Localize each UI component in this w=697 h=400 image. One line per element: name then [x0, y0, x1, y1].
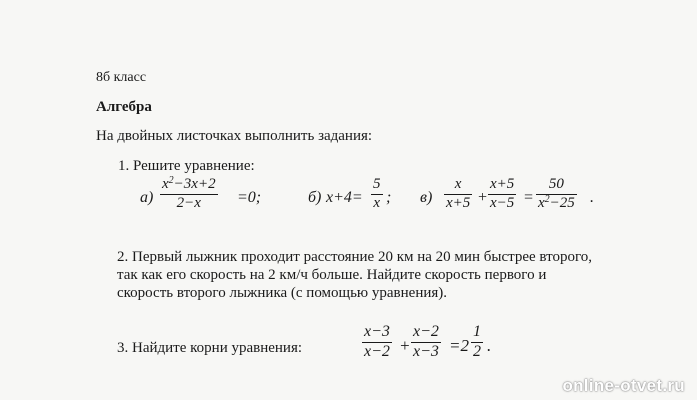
- task1c-f2-num: x+5: [490, 176, 515, 192]
- task1c-end: .: [590, 189, 594, 206]
- task1c-f1-num: x: [454, 176, 462, 192]
- task3-mixed-fraction: [471, 324, 483, 361]
- subject-heading: Алгебра: [96, 99, 152, 115]
- task3-plus: +: [399, 336, 411, 355]
- task1c-equals: =: [523, 189, 534, 206]
- task1a-denominator: 2−x: [176, 194, 201, 211]
- task1c-fraction2: [488, 177, 516, 212]
- task3-f2-den: x−3: [413, 342, 439, 360]
- task2-line: так как его скорость на 2 км/ч больше. Найдите скорость первого и: [117, 267, 547, 283]
- task1b-numerator: 5: [373, 176, 381, 192]
- task1c-fraction1: [444, 177, 472, 212]
- task2-line: скорость второго лыжника (с помощью уравнения).: [117, 285, 448, 301]
- task1a-fraction: [160, 177, 218, 212]
- task1c-fraction3: [536, 177, 577, 212]
- task1a-label: а): [140, 189, 154, 206]
- task3-fraction2: [411, 324, 441, 361]
- site-watermark: online-otvet.ru: [562, 376, 685, 395]
- task1c-f3-num: 50: [548, 176, 564, 192]
- task3-f1-num: x−3: [364, 323, 390, 340]
- task1b-fraction: [371, 177, 383, 212]
- task3-end: .: [487, 336, 492, 355]
- task1-title: 1. Решите уравнение:: [118, 158, 255, 174]
- grade-label: 8б класс: [96, 70, 147, 85]
- task3-mixed-den: 2: [473, 342, 481, 360]
- task3-mixed-num: 1: [473, 323, 481, 340]
- task1c-f3-den: $x^2-25$: [538, 193, 575, 211]
- task1c-f2-den: x−5: [490, 194, 515, 211]
- task1b-lhs: x+4=: [326, 189, 363, 206]
- instruction-text: На двойных листочках выполнить задания:: [96, 128, 373, 144]
- task3-f2-num: x−2: [413, 323, 439, 340]
- task1b-end: ;: [386, 189, 392, 206]
- task1b-denominator: x: [373, 194, 381, 211]
- task1c-f1-den: x+5: [446, 194, 471, 211]
- task1c-plus: +: [477, 189, 488, 206]
- task3-fraction1: [362, 324, 392, 361]
- task1a-numerator: $x^2-3x+2$: [162, 175, 216, 192]
- task2-paragraph: [117, 248, 677, 302]
- task3-text: 3. Найдите корни уравнения:: [117, 340, 303, 356]
- task1b-label: б): [308, 189, 322, 206]
- task2-line: 2. Первый лыжник проходит расстояние 20 км на 20 мин быстрее второго,: [117, 249, 592, 265]
- task1c-label: в): [420, 189, 433, 206]
- task3-equals: =2: [449, 336, 469, 355]
- task1a-rhs: =0;: [237, 189, 262, 206]
- task3-f1-den: x−2: [364, 342, 390, 360]
